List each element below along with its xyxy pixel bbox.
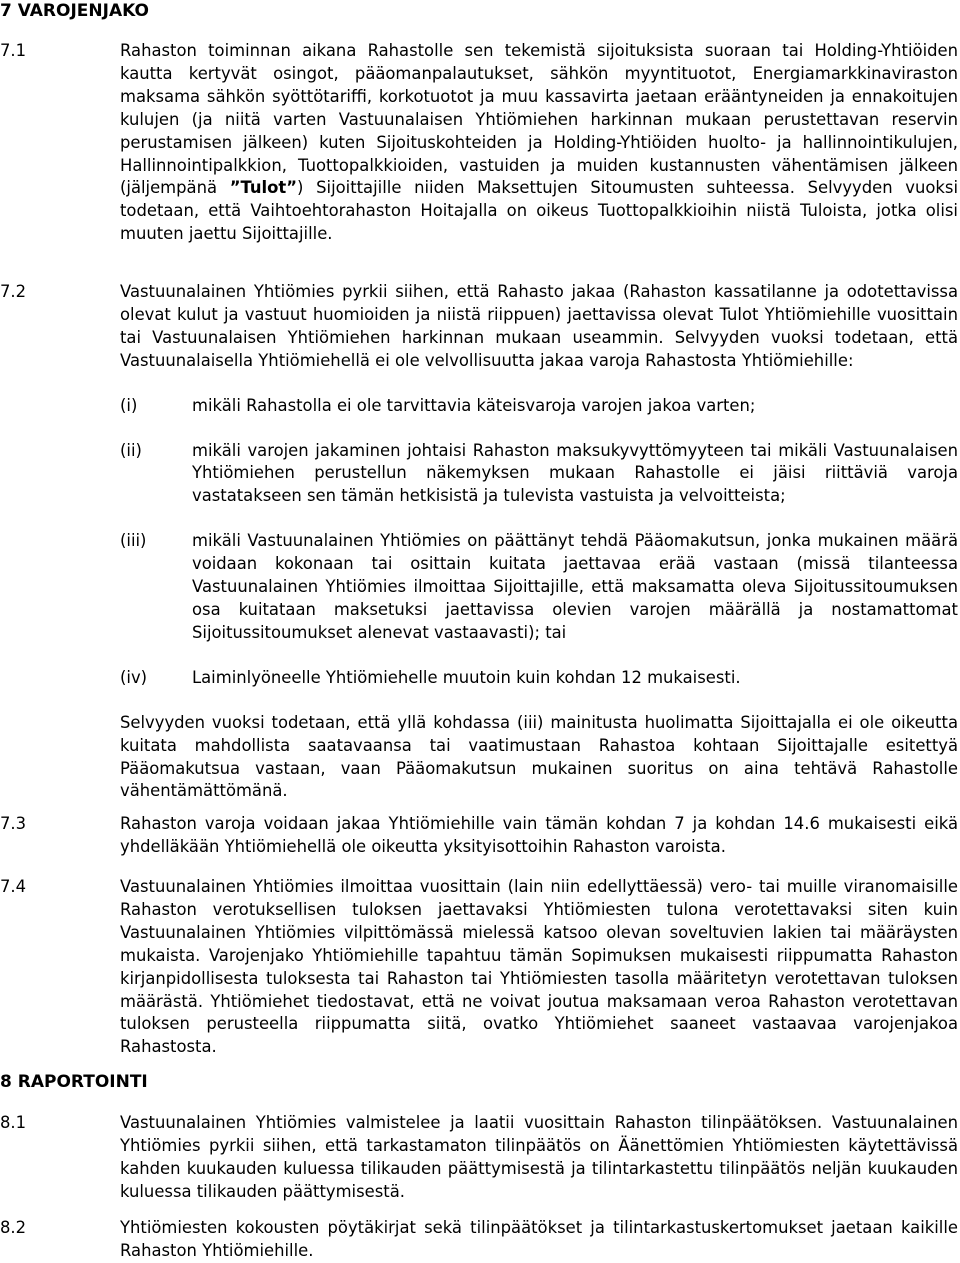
list-marker: (iv) xyxy=(120,667,148,687)
list-marker: (i) xyxy=(120,395,138,415)
list-item-text: mikäli Rahastolla ei ole tarvittavia käteisvaroja varojen jakoa varten; xyxy=(192,395,756,415)
condition-list xyxy=(120,395,958,690)
list-marker: (iii) xyxy=(120,531,147,551)
clause-body xyxy=(120,1217,958,1263)
clause-text: Yhtiömiesten kokousten pöytäkirjat sekä tilinpäätökset ja tilintarkastuskertomukset jaetaan kaikille Rahaston Yhtiömiehille. xyxy=(120,1218,958,1260)
clause-7-1 xyxy=(0,40,958,246)
clause-7-4 xyxy=(0,876,958,1059)
section-8-heading: 8 RAPORTOINTI xyxy=(0,1072,148,1092)
clause-8-2 xyxy=(0,1217,958,1263)
clause-outro: Selvyyden vuoksi todetaan, että yllä kohdassa (iii) mainitusta huolimatta Sijoittajalla ei ole oikeutta kuitata mahdollista saatavaansa tai vaatimustaan Rahastoa kohtaan Sijoittajalle esitettyä Pääomakutsua vastaan, vaan Pääomakutsun mukainen suoritus on aina tehtävä Rahastolle vähentämättömänä. xyxy=(120,712,958,801)
list-item xyxy=(120,667,958,690)
list-item-text: Laiminlyöneelle Yhtiömiehelle muutoin kuin kohdan 12 mukaisesti. xyxy=(192,667,741,687)
clause-text-part-a: Rahaston toiminnan aikana Rahastolle sen tekemistä sijoituksista suoraan tai Holding-Yhtiöiden kautta kertyvät osingot, pääomanpalautukset, sähkön myyntituotot, Energiamarkkinaviraston maksama sähkön syöttötariffi, korkotuotot ja muu kassavirta jaetaan erääntyneiden ja ennakoitujen kulujen (ja niitä varten Vastuunalaisen Yhtiömiehen harkinnan mukaan perustettavan reservin perustamisen jälkeen) kuten Sijoituskohteiden ja Holding-Yhtiöiden huolto- ja hallinnointikulujen, Hallinnointipalkkion, Tuottopalkkioiden, vastuiden ja muiden kustannusten vähentämisen jälkeen (jäljempänä xyxy=(120,41,958,198)
clause-number: 8.2 xyxy=(0,1218,27,1237)
clause-text xyxy=(120,40,958,246)
list-item xyxy=(120,530,958,645)
list-marker: (ii) xyxy=(120,440,142,460)
clause-text: Rahaston varoja voidaan jakaa Yhtiömiehille vain tämän kohdan 7 ja kohdan 14.6 mukaisesti eikä yhdelläkään Yhtiömiehellä ole oikeutta yksityisottoihin Rahaston varoista. xyxy=(120,814,958,856)
list-item xyxy=(120,440,958,509)
clause-body xyxy=(120,876,958,1059)
clause-text: Vastuunalainen Yhtiömies ilmoittaa vuosittain (lain niin edellyttäessä) vero- tai muille viranomaisille Rahaston verotuksellisen tuloksen jaettavaksi Yhtiömiesten tulona verotettavaksi siten kuin Vastuunalainen Yhtiömies vilpittömässä mielessä katsoo olevan soveltuvien lakien tai määräysten mukaista. Varojenjako Yhtiömiehille tapahtuu tämän Sopimuksen mukaisesti riippumatta Rahaston kirjanpidollisesta tuloksesta tai Rahaston tai Yhtiömiesten tasolla määritetyn verotettavan tuloksen määrästä. Yhtiömiehet tiedostavat, että ne voivat joutua maksamaan veroa Rahaston verotettavan tuloksen perusteella riippumatta siitä, ovatko Yhtiömiehet saaneet vastaavaa varojenjakoa Rahastosta. xyxy=(120,877,958,1057)
list-item-text: mikäli varojen jakaminen johtaisi Rahaston maksukyvyttömyyteen tai mikäli Vastuunalaisen Yhtiömiehen perustellun näkemyksen mukaan Rahastolle ei jäisi riittäviä varoja vastatakseen sen tämän hetkisistä ja tulevista vastuista ja velvoitteista; xyxy=(192,440,958,506)
clause-intro: Vastuunalainen Yhtiömies pyrkii siihen, että Rahasto jakaa (Rahaston kassatilanne ja odotettavissa olevat kulut ja vastuut huomioiden ja niistä riippuen) jaettavissa olevat Tulot Yhtiömiehille vuosittain tai Vastuunalaisen Yhtiömiehen harkinnan mukaan useammin. Selvyyden vuoksi todetaan, että Vastuunalaisella Yhtiömiehellä ei ole velvollisuutta jakaa varoja Rahastosta Yhtiömiehille: xyxy=(120,282,958,370)
section-7-heading: 7 VAROJENJAKO xyxy=(0,1,149,21)
list-item xyxy=(120,395,958,418)
clause-number: 7.4 xyxy=(0,877,27,896)
clause-number: 7.3 xyxy=(0,814,27,833)
defined-term-tulot: ”Tulot” xyxy=(229,178,298,198)
clause-number: 7.2 xyxy=(0,282,27,301)
clause-8-1 xyxy=(0,1112,958,1204)
clause-body xyxy=(120,1112,958,1204)
clause-7-2 xyxy=(0,281,958,803)
clause-number: 8.1 xyxy=(0,1113,27,1132)
clause-body xyxy=(120,813,958,859)
clause-text-part-b: ) Sijoittajille niiden Maksettujen Sitoumusten suhteessa. Selvyyden vuoksi todetaan, että Vaihtoehtorahaston Hoitajalla on oikeus Tuottopalkkioihin niistä Tuloista, jotka olisi muuten jaettu Sijoittajille. xyxy=(120,178,958,244)
clause-text: Vastuunalainen Yhtiömies valmistelee ja laatii vuosittain Rahaston tilinpäätöksen. Vastuunalainen Yhtiömies pyrkii siihen, että tarkastamaton tilinpäätös on Äänettömien Yhtiömiesten käytettävissä kahden kuukauden kuluessa tilikauden päättymisestä ja tilintarkastettu tilinpäätös neljän kuukauden kuluessa tilikauden päättymisestä. xyxy=(120,1113,958,1201)
clause-body xyxy=(120,40,958,246)
list-item-text: mikäli Vastuunalainen Yhtiömies on päättänyt tehdä Pääomakutsun, jonka mukainen määrä voidaan kokonaan tai osittain kuitata jaettavaa erää vastaan (missä tilanteessa Vastuunalainen Yhtiömies ilmoittaa Sijoittajille, että maksamatta oleva Sijoitussitoumuksen osa kuitataan maksetuksi jaettavissa olevien varojen määrällä ja nostamattomat Sijoitussitoumukset alenevat vastaavasti); tai xyxy=(192,531,958,642)
clause-number: 7.1 xyxy=(0,41,27,60)
clause-body xyxy=(120,281,958,803)
clause-7-3 xyxy=(0,813,958,859)
